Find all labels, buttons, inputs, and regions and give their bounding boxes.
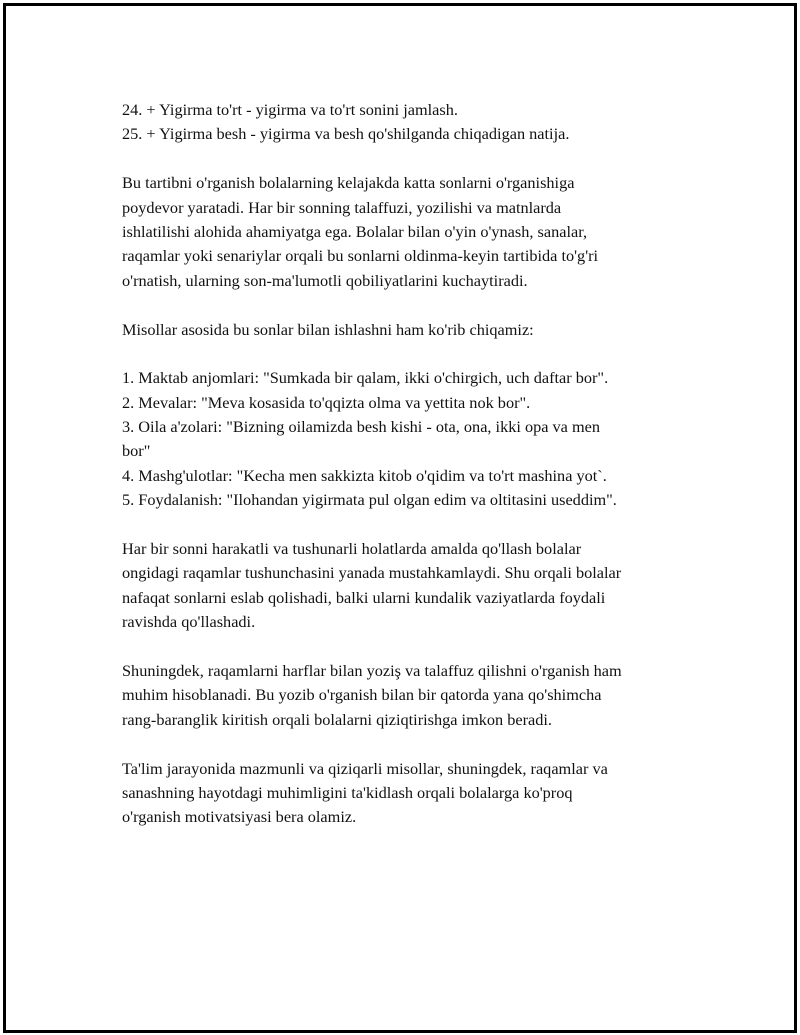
text-line: Bu tartibni o'rganish bolalarning kelajakda katta sonlarni o'rganishiga xyxy=(122,173,575,193)
paragraph-1 xyxy=(122,171,702,293)
examples-intro: Misollar asosida bu sonlar bilan ishlashni ham ko'rib chiqamiz: xyxy=(122,319,534,339)
document-body xyxy=(122,98,702,830)
paragraph-gap xyxy=(122,342,702,366)
paragraph-gap xyxy=(122,635,702,659)
text-line: ishlatilishi alohida ahamiyatga ega. Bolalar bilan o'yin o'ynash, sanalar, xyxy=(122,221,588,241)
text-line: poydevor yaratadi. Har bir sonning talaffuzi, yozilishi va matnlarda xyxy=(122,197,562,217)
paragraph-4 xyxy=(122,757,702,830)
numbered-list-top xyxy=(122,98,702,147)
paragraph-gap xyxy=(122,513,702,537)
paragraph-gap xyxy=(122,293,702,317)
text-line: nafaqat sonlarni eslab qolishadi, balki ularni kundalik vaziyatlarda foydali xyxy=(122,587,606,607)
list-item: 4. Mashg'ulotlar: "Kecha men sakkizta kitob o'qidim va to'rt mashina yot`. xyxy=(122,465,607,485)
text-line: raqamlar yoki senariylar orqali bu sonlarni oldinma-keyin tartibida to'g'ri xyxy=(122,246,599,266)
text-line: rang-baranglik kiritish orqali bolalarni qiziqtirishga imkon beradi. xyxy=(122,709,552,729)
paragraph-3 xyxy=(122,659,702,732)
list-item: 1. Maktab anjomlari: "Sumkada bir qalam, ikki o'chirgich, uch daftar bor". xyxy=(122,368,609,388)
list-item: 5. Foydalanish: "Ilohandan yigirmata pul olgan edim va oltitasini useddim". xyxy=(122,490,617,510)
list-item: bor" xyxy=(122,441,151,461)
page-border xyxy=(3,3,797,1033)
text-line: Har bir sonni harakatli va tushunarli holatlarda amalda qo'llash bolalar xyxy=(122,539,582,559)
text-line: ravishda qo'llashadi. xyxy=(122,612,256,632)
paragraph-2 xyxy=(122,537,702,635)
list-item: 3. Oila a'zolari: "Bizning oilamizda besh kishi - ota, ona, ikki opa va men xyxy=(122,417,600,437)
text-line: Shuningdek, raqamlarni harflar bilan yoziş va talaffuz qilishni o'rganish ham xyxy=(122,660,622,680)
text-line: muhim hisoblanadi. Bu yozib o'rganish bilan bir qatorda yana qo'shimcha xyxy=(122,685,602,705)
list-item: 25. + Yigirma besh - yigirma va besh qo'shilganda chiqadigan natija. xyxy=(122,124,570,144)
text-line: sanashning hayotdagi muhimligini ta'kidlash orqali bolalarga ko'proq xyxy=(122,782,573,802)
examples-list xyxy=(122,366,702,512)
paragraph-gap xyxy=(122,732,702,756)
text-line: ongidagi raqamlar tushunchasini yanada mustahkamlaydi. Shu orqali bolalar xyxy=(122,563,622,583)
list-item: 2. Mevalar: "Meva kosasida to'qqizta olma va yettita nok bor". xyxy=(122,392,531,412)
paragraph-gap xyxy=(122,147,702,171)
text-line: Ta'lim jarayonida mazmunli va qiziqarli misollar, shuningdek, raqamlar va xyxy=(122,758,608,778)
list-item: 24. + Yigirma to'rt - yigirma va to'rt sonini jamlash. xyxy=(122,100,458,119)
text-line: o'rganish motivatsiyasi bera olamiz. xyxy=(122,807,357,827)
text-line: o'rnatish, ularning son-ma'lumotli qobiliyatlarini kuchaytiradi. xyxy=(122,270,528,290)
